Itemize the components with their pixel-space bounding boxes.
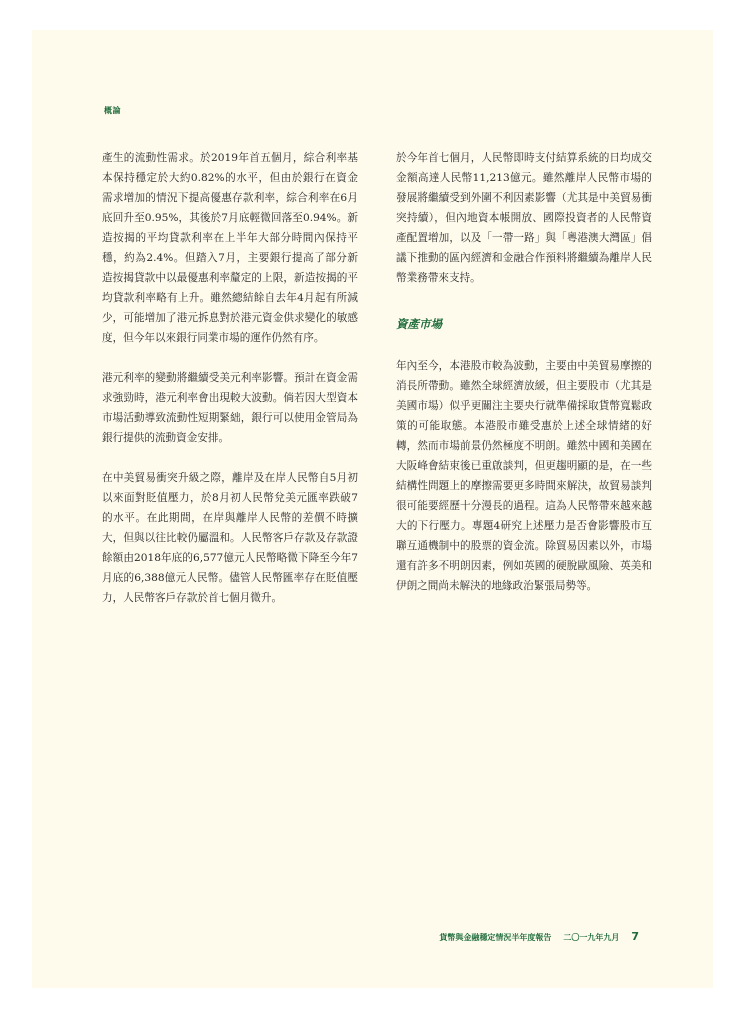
paragraph: 產生的流動性需求。於2019年首五個月，綜合利率基本保持穩定於大約0.82%的水平，但由於銀行在資金需求增加的情況下提高優惠存款利率，綜合利率在6月底回升至0.95%，其後於7月底輕微回落至0.94%。新造按揭的平均貸款利率在上半年大部分時間內保持平穩，約為2.4%。但踏入7月，主要銀行提高了部分新造按揭貸款中以最優惠利率釐定的上限，新造按揭的平均貸款利率略有上升。雖然總結餘自去年4月起有所減少，可能增加了港元拆息對於港元資金供求變化的敏感度，但今年以來銀行同業市場的運作仍然有序。 — [102, 152, 358, 344]
right-column — [396, 148, 652, 596]
section-heading: 資產市場 — [396, 317, 442, 331]
report-date: 二〇一九年九月 — [563, 933, 620, 942]
paragraph: 港元利率的變動將繼續受美元利率影響。預計在資金需求強勁時，港元利率會出現較大波動。倘若因大型資本市場活動導致流動性短期緊絀，銀行可以使用金管局為銀行提供的流動資金安排。 — [102, 372, 358, 444]
paragraph: 在中美貿易衝突升級之際，離岸及在岸人民幣自5月初以來面對貶值壓力，於8月初人民幣兌美元匯率跌破7的水平。在此期間，在岸與離岸人民幣的差價不時擴大，但與以往比較仍屬溫和。人民幣客戶存款及存款證餘額由2018年底的6,577億元人民幣略微下降至今年7月底的6,388億元人民幣。儘管人民幣匯率存在貶值壓力，人民幣客戶存款於首七個月微升。 — [102, 472, 358, 604]
page-number: 7 — [631, 930, 639, 943]
paragraph: 年內至今，本港股市較為波動，主要由中美貿易摩擦的消長所帶動。雖然全球經濟放緩，但主要股市（尤其是美國市場）似乎更關注主要央行就準備採取貨幣寬鬆政策的可能取態。本港股市雖受惠於上述全球情緒的好轉，然而市場前景仍然極度不明朗。雖然中國和美國在大阪峰會結束後已重啟談判，但更趨明顯的是，在一些結構性問題上的摩擦需要更多時間來解決，故貿易談判很可能要經歷十分漫長的過程。這為人民幣帶來越來越大的下行壓力。專題4研究上述壓力是否會影響股市互聯互通機制中的股票的資金流。除貿易因素以外，市場還有許多不明朗因素，例如英國的硬脫歐風險、英美和伊朗之間尚未解決的地緣政治緊張局勢等。 — [396, 360, 652, 592]
page — [32, 30, 713, 988]
page-footer — [439, 930, 639, 943]
left-column — [102, 148, 358, 608]
report-title: 貨幣與金融穩定情況半年度報告 — [439, 933, 552, 942]
section-label: 概論 — [104, 106, 121, 115]
paragraph: 於今年首七個月，人民幣即時支付結算系統的日均成交金額高達人民幣11,213億元。雖然離岸人民幣市場的發展將繼續受到外圍不利因素影響（尤其是中美貿易衝突持續），但內地資本帳開放、國際投資者的人民幣資產配置增加，以及「一帶一路」與「粵港澳大灣區」倡議下推動的區內經濟和金融合作預料將繼續為離岸人民幣業務帶來支持。 — [396, 152, 652, 284]
